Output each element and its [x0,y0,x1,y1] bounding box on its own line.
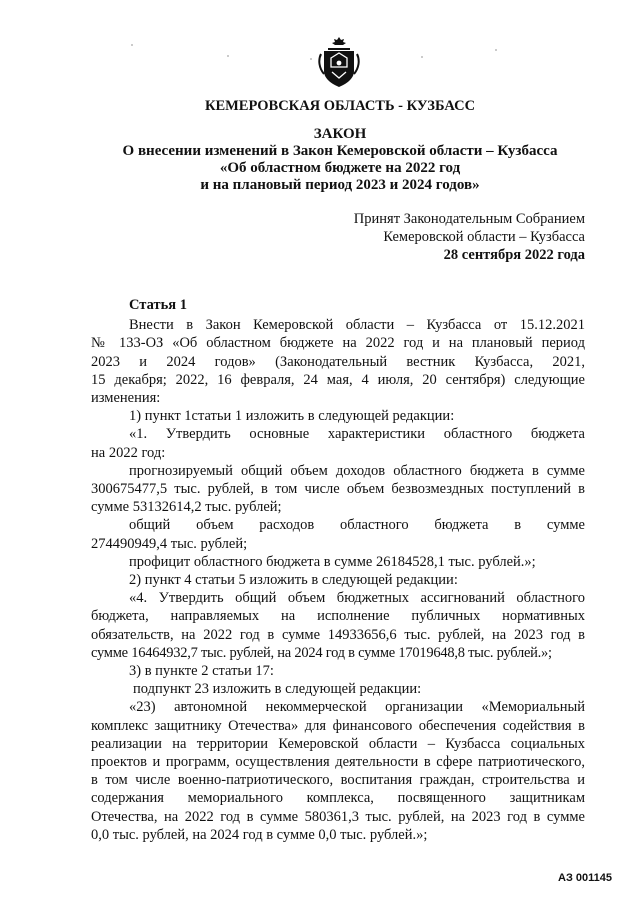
text-line: профицит областного бюджета в сумме 26184528,1 тыс. рублей.»; [129,553,536,570]
document-serial: АЗ 001145 [558,872,612,884]
coat-of-arms-icon [318,36,360,88]
scan-speck [421,56,423,58]
text-line: № 133-ОЗ «Об областном бюджете на 2022 год и на плановый период [91,335,585,352]
article-heading: Статья 1 [129,297,187,313]
scan-speck [131,44,133,46]
article-body [91,296,585,844]
text-line: «4. Утвердить общий объем бюджетных ассигнований областного [129,590,585,607]
adoption-line: Принят Законодательным Собранием [353,211,585,227]
text-line: комплекс защитнику Отечества» для финансового обеспечения содействия в [91,717,585,734]
scan-speck [227,55,229,57]
text-line: сумме 53132614,2 тыс. рублей; [91,499,282,516]
text-line: сумме 16464932,7 тыс. рублей, на 2024 год в сумме 17019648,8 тыс. рублей.»; [91,644,552,661]
text-line: 274490949,4 тыс. рублей; [91,535,248,552]
text-line: Отечества, на 2022 год в сумме 580361,3 тыс. рублей, на 2023 год в сумме [91,808,585,825]
text-line: в том числе военно-патриотического, воспитания граждан, строительства и [91,772,585,789]
law-title-line: «Об областном бюджете на 2022 год [219,160,461,176]
text-line: на 2022 год: [91,444,166,461]
text-line: реализации на территории Кемеровской области – Кузбасса социальных [91,735,585,752]
text-line: 15 декабря; 2022, 16 февраля, 24 мая, 4 июля, 20 сентября) следующие [91,371,585,388]
text-line: «23) автономной некоммерческой организации «Мемориальный [129,699,585,716]
text-line: подпункт 23 изложить в следующей редакции: [133,681,422,698]
text-line: прогнозируемый общий объем доходов областного бюджета в сумме [129,462,585,479]
text-line: 0,0 тыс. рублей, на 2024 год в сумме 0,0 тыс. рублей.»; [91,826,428,843]
text-line: 1) пункт 1статьи 1 изложить в следующей редакции: [129,408,455,425]
doc-type-heading: ЗАКОН [313,126,367,142]
text-line: 300675477,5 тыс. рублей, в том числе объем безвозмездных поступлений в [91,481,585,498]
adoption-line: Кемеровской области – Кузбасса [383,229,585,245]
text-line: обязательств, на 2022 год в сумме 14933656,6 тыс. рублей, на 2023 год в [91,626,585,643]
text-line: «1. Утвердить основные характеристики областного бюджета [129,426,585,443]
law-title-line: и на плановый период 2023 и 2024 годов» [200,177,480,193]
text-line: 2023 и 2024 годов» (Законодательный вестник Кузбасса, 2021, [91,353,585,370]
law-title-line: О внесении изменений в Закон Кемеровской области – Кузбасса [122,143,558,159]
text-line: Внести в Закон Кемеровской области – Кузбасса от 15.12.2021 [129,317,585,334]
text-line: бюджета, направляемых на исполнение публичных нормативных [91,608,585,625]
text-line: 3) в пункте 2 статьи 17: [129,663,274,680]
text-line: проектов и программ, осуществления деятельности в сфере патриотического, [91,754,585,771]
adoption-date: 28 сентября 2022 года [443,247,585,263]
region-heading: КЕМЕРОВСКАЯ ОБЛАСТЬ - КУЗБАСС [204,98,476,114]
text-line: общий объем расходов областного бюджета в сумме [129,517,585,534]
text-line: 2) пункт 4 статьи 5 изложить в следующей редакции: [129,572,458,589]
scan-speck [310,58,312,60]
text-line: содержания мемориального комплекса, посвященного защитникам [91,790,585,807]
text-line: изменения: [91,390,161,407]
scan-speck [495,49,497,51]
